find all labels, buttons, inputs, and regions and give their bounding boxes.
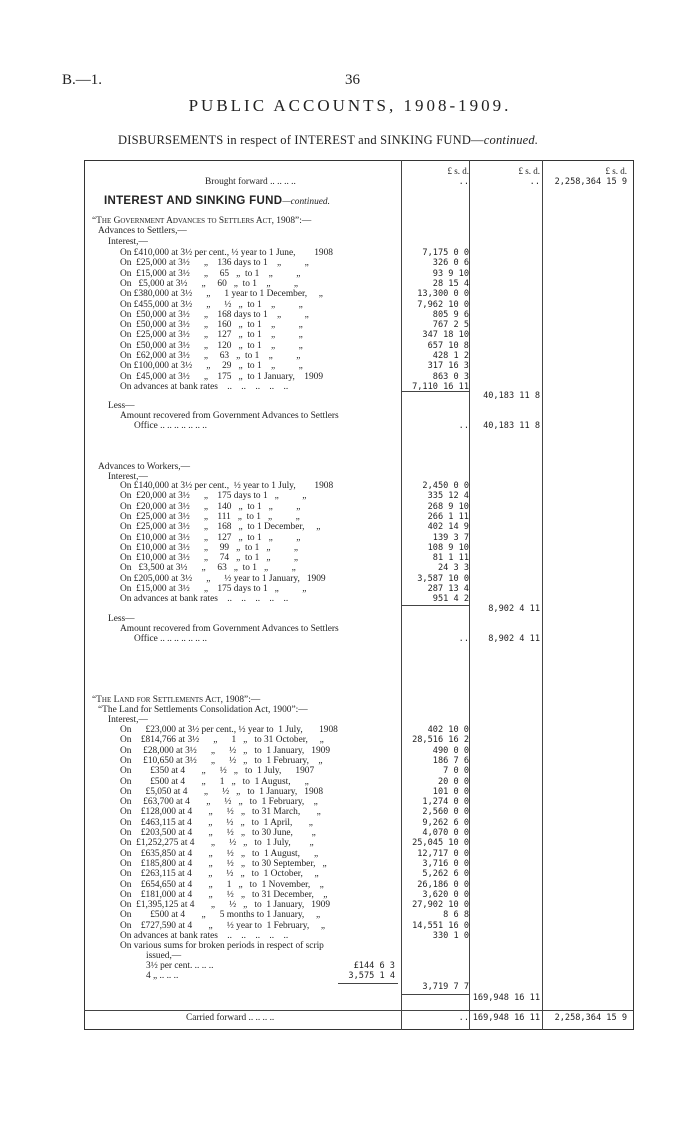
interest-row-amount: 13,300 0 0 [417, 289, 469, 300]
land-act-heading: “The Land for Settlements Act, 1908”:— [92, 695, 261, 705]
interest-row-amount: 268 9 10 [427, 501, 469, 512]
interest-row-amount: 7,110 16 11 [412, 381, 469, 392]
workers-subtotal: 8,902 4 11 [488, 604, 540, 614]
column-divider [542, 160, 543, 1030]
interest-row-amount: 26,186 0 0 [417, 879, 469, 890]
land-interest-heading: Interest,— [108, 715, 148, 725]
section-title-continued: —continued. [282, 197, 330, 207]
interest-row-amount: 7,175 0 0 [422, 248, 469, 258]
interest-row-amount: 266 1 11 [427, 511, 469, 522]
interest-row-label: On £50,000 at 3½ „ 160 „ to 1 „ „ [120, 320, 303, 331]
document-reference: B.—1. [62, 72, 103, 88]
carried-forward-rule [84, 1010, 633, 1011]
interest-row-label: On £185,800 at 4 „ ½ „ to 30 September, „ [120, 858, 327, 869]
section-title-text: INTEREST AND SINKING FUND [104, 195, 283, 207]
interest-row-amount: 335 12 4 [427, 491, 469, 502]
interest-row-amount: 27,902 10 0 [412, 900, 469, 911]
interest-row-label: On advances at bank rates .. .. .. .. .. [120, 931, 289, 941]
land-act-heading-2: “The Land for Settlements Consolidation Act, 1900”:— [98, 705, 308, 715]
interest-row-amount: 7,962 10 0 [417, 299, 469, 310]
interest-row-label: On £15,000 at 3½ „ 65 „ to 1 „ „ [120, 268, 301, 279]
interest-row-label: On £25,000 at 3½ „ 136 days to 1 „ „ [120, 258, 309, 269]
interest-row-amount: 317 16 3 [427, 361, 469, 372]
sum-rule [401, 605, 469, 606]
interest-row-label: On £50,000 at 3½ „ 120 „ to 1 „ „ [120, 340, 303, 351]
carried-forward-c2: 169,948 16 11 [472, 1013, 540, 1023]
interest-row-amount: 101 0 0 [432, 786, 469, 797]
column-divider [401, 160, 402, 1030]
interest-row-label: On £3,500 at 3½ „ 63 „ to 1 „ „ [120, 563, 296, 574]
interest-row-amount: 326 0 6 [432, 258, 469, 269]
interest-row-label: On £128,000 at 4 „ ½ „ to 31 March, „ [120, 807, 321, 818]
sum-rule [401, 994, 469, 995]
workers-recovered-c2: 8,902 4 11 [488, 634, 540, 644]
brought-forward-c2: .. [529, 177, 540, 187]
sum-rule [338, 983, 398, 984]
interest-row-label: On £1,252,275 at 4 „ ½ „ to 1 July, „ [120, 838, 314, 849]
column-heading: £ s. d. [605, 166, 627, 176]
interest-row-label: On £63,700 at 4 „ ½ „ to 1 February, „ [120, 797, 318, 808]
scrip-total: 3,719 7 7 [422, 982, 469, 992]
interest-row-label: On £25,000 at 3½ „ 127 „ to 1 „ „ [120, 330, 303, 341]
interest-row-label: On £25,000 at 3½ „ 111 „ to 1 „ „ [120, 511, 300, 522]
page-subtitle [118, 133, 538, 148]
interest-row-label: On £20,000 at 3½ „ 175 days to 1 „ „ [120, 491, 307, 502]
settlers-recovered-c1: .. [458, 421, 469, 431]
interest-row-amount: 14,551 16 0 [412, 920, 469, 931]
interest-row-amount: 4,070 0 0 [422, 828, 469, 838]
workers-recovered-line2: Office .. .. .. .. .. .. .. [134, 634, 207, 644]
column-heading: £ s. d. [518, 166, 540, 176]
interest-row-label: On £727,590 at 4 „ ½ year to 1 February, „ [120, 920, 326, 931]
scrip-row-amount: 3,575 1 4 [348, 971, 395, 981]
settlers-recovered-c2: 40,183 11 8 [483, 421, 540, 431]
interest-row-label: On £10,000 at 3½ „ 74 „ to 1 „ „ [120, 553, 299, 564]
brought-forward-label: Brought forward .. .. .. .. [205, 177, 296, 187]
interest-row-amount: 28 15 4 [432, 278, 469, 289]
scrip-row-label: 3½ per cent. .. .. .. [146, 961, 214, 971]
workers-subheading: Advances to Workers,— [98, 462, 191, 472]
interest-row-label: On £28,000 at 3½ „ ½ „ to 1 January, 1909 [120, 745, 331, 756]
column-divider [469, 160, 470, 1030]
interest-row-label: On £1,395,125 at 4 „ ½ „ to 1 January, 1909 [120, 900, 331, 911]
settlers-recovered-line1: Amount recovered from Government Advances to Settlers [120, 411, 339, 421]
settlers-subheading: Advances to Settlers,— [98, 226, 187, 236]
interest-row-amount: 81 1 11 [432, 553, 469, 564]
interest-row-amount: 657 10 8 [427, 340, 469, 351]
interest-row-amount: 3,716 0 0 [422, 858, 469, 869]
settlers-act-heading: “The Government Advances to Settlers Act, 1908”:— [92, 216, 312, 226]
interest-row-amount: 186 7 6 [432, 755, 469, 766]
interest-row-amount: 287 13 4 [427, 584, 469, 594]
interest-row-label: On £205,000 at 3½ „ ½ year to 1 January, 1909 [120, 573, 326, 584]
page-title: PUBLIC ACCOUNTS, 1908-1909. [188, 96, 512, 115]
interest-row-label: On £5,000 at 3½ „ 60 „ to 1 „ „ [120, 278, 299, 289]
interest-row-label: On £5,050 at 4 „ ½ „ to 1 January, 1908 [120, 786, 324, 797]
interest-row-label: On £10,650 at 3½ „ ½ „ to 1 February, „ [120, 755, 323, 766]
interest-row-label: On £10,000 at 3½ „ 99 „ to 1 „ „ [120, 542, 299, 553]
interest-row-label: On £15,000 at 3½ „ 175 days to 1 „ „ [120, 584, 307, 594]
settlers-recovered-line2: Office .. .. .. .. .. .. .. [134, 421, 207, 431]
subtitle-continued: continued. [483, 133, 539, 147]
interest-row-label: On £25,000 at 3½ „ 168 „ to 1 December, „ [120, 522, 321, 533]
section-title [104, 196, 330, 207]
interest-row-label: On £263,115 at 4 „ ½ „ to 1 October, „ [120, 869, 319, 880]
interest-row-label: On £203,500 at 4 „ ½ „ to 30 June, „ [120, 828, 316, 838]
interest-row-label: On £500 at 4 „ 5 months to 1 January, „ [120, 910, 321, 921]
interest-row-amount: 402 14 9 [427, 522, 469, 533]
carried-forward-c1: .. [458, 1013, 469, 1023]
interest-row-amount: 93 9 10 [432, 268, 469, 279]
interest-row-amount: 767 2 5 [432, 320, 469, 331]
interest-row-label: On £10,000 at 3½ „ 127 „ to 1 „ „ [120, 532, 301, 543]
interest-row-amount: 108 9 10 [427, 542, 469, 553]
settlers-interest-heading: Interest,— [108, 237, 148, 247]
land-various-line2: issued,— [146, 951, 182, 961]
interest-row-amount: 3,587 10 0 [417, 573, 469, 584]
settlers-subtotal: 40,183 11 8 [483, 391, 540, 401]
sum-rule [401, 391, 469, 392]
interest-row-label: On £463,115 at 4 „ ½ „ to 1 April, „ [120, 817, 313, 828]
interest-row-label: On £380,000 at 3½ „ 1 year to 1 December, „ [120, 289, 323, 300]
land-various-line1: On various sums for broken periods in respect of scrip [120, 941, 324, 951]
column-heading: £ s. d. [447, 166, 469, 176]
interest-row-amount: 428 1 2 [432, 351, 469, 361]
interest-row-label: On £181,000 at 4 „ ½ „ to 31 December, „ [120, 889, 328, 900]
interest-row-amount: 330 1 0 [432, 931, 469, 941]
interest-row-amount: 951 4 2 [432, 594, 469, 605]
page-number: 36 [345, 72, 360, 88]
interest-row-amount: 139 3 7 [432, 532, 469, 543]
interest-row-label: On £100,000 at 3½ „ 29 „ to 1 „ „ [120, 361, 303, 372]
scrip-row-label: 4 „ .. .. .. [146, 971, 179, 981]
interest-row-label: On £410,000 at 3½ per cent., ½ year to 1 June, 1908 [120, 248, 333, 258]
interest-row-amount: 9,262 6 0 [422, 817, 469, 828]
interest-row-amount: 2,560 0 0 [422, 807, 469, 818]
interest-row-amount: 3,620 0 0 [422, 889, 469, 900]
brought-forward-c3: 2,258,364 15 9 [554, 177, 627, 187]
workers-recovered-c1: .. [458, 634, 469, 644]
interest-row-amount: 2,450 0 0 [422, 481, 469, 491]
interest-row-amount: 12,717 0 0 [417, 848, 469, 859]
interest-row-label: On £654,650 at 4 „ 1 „ to 1 November, „ [120, 879, 324, 890]
interest-row-label: On advances at bank rates .. .. .. .. .. [120, 594, 289, 605]
interest-row-amount: 863 0 3 [432, 371, 469, 382]
carried-forward-c3: 2,258,364 15 9 [554, 1013, 627, 1023]
interest-row-amount: 805 9 6 [432, 309, 469, 320]
interest-row-label: On £23,000 at 3½ per cent., ½ year to 1 July, 1908 [120, 725, 338, 735]
interest-row-amount: 347 18 10 [422, 330, 469, 341]
interest-row-amount: 490 0 0 [432, 745, 469, 756]
interest-row-amount: 7 0 0 [443, 766, 469, 777]
interest-row-amount: 24 3 3 [437, 563, 469, 574]
interest-row-amount: 402 10 0 [427, 725, 469, 735]
interest-row-amount: 5,262 6 0 [422, 869, 469, 880]
interest-row-label: On £45,000 at 3½ „ 175 „ to 1 January, 1909 [120, 371, 324, 382]
brought-forward-c1: .. [458, 177, 469, 187]
workers-less: Less— [108, 614, 135, 624]
interest-row-amount: 25,045 10 0 [412, 838, 469, 849]
land-subtotal: 169,948 16 11 [472, 993, 540, 1003]
interest-row-amount: 1,274 0 0 [422, 797, 469, 808]
interest-row-label: On £20,000 at 3½ „ 140 „ to 1 „ „ [120, 501, 301, 512]
interest-row-label: On £50,000 at 3½ „ 168 days to 1 „ „ [120, 309, 309, 320]
workers-interest-heading: Interest,— [108, 472, 148, 482]
interest-row-label: On £455,000 at 3½ „ ½ „ to 1 „ „ [120, 299, 303, 310]
carried-forward-label: Carried forward .. .. .. .. [186, 1013, 275, 1023]
interest-row-label: On £140,000 at 3½ per cent., ½ year to 1 July, 1908 [120, 481, 334, 491]
interest-row-label: On £350 at 4 „ ½ „ to 1 July, 1907 [120, 766, 315, 777]
interest-row-amount: 8 6 8 [443, 910, 469, 921]
subtitle-main: DISBURSEMENTS in respect of INTEREST and SINKING FUND— [118, 133, 484, 147]
settlers-less: Less— [108, 401, 135, 411]
interest-row-amount: 20 0 0 [437, 776, 469, 787]
interest-row-label: On £635,850 at 4 „ ½ „ to 1 August, „ [120, 848, 319, 859]
interest-row-label: On £62,000 at 3½ „ 63 „ to 1 „ „ [120, 351, 301, 361]
interest-row-label: On £500 at 4 „ 1 „ to 1 August, „ [120, 776, 309, 787]
interest-row-amount: 28,516 16 2 [412, 735, 469, 746]
interest-row-label: On advances at bank rates .. .. .. .. .. [120, 381, 289, 392]
workers-recovered-line1: Amount recovered from Government Advances to Settlers [120, 624, 339, 634]
interest-row-label: On £814,766 at 3½ „ 1 „ to 31 October, „ [120, 735, 324, 746]
scrip-row-amount: £144 6 3 [353, 961, 395, 971]
